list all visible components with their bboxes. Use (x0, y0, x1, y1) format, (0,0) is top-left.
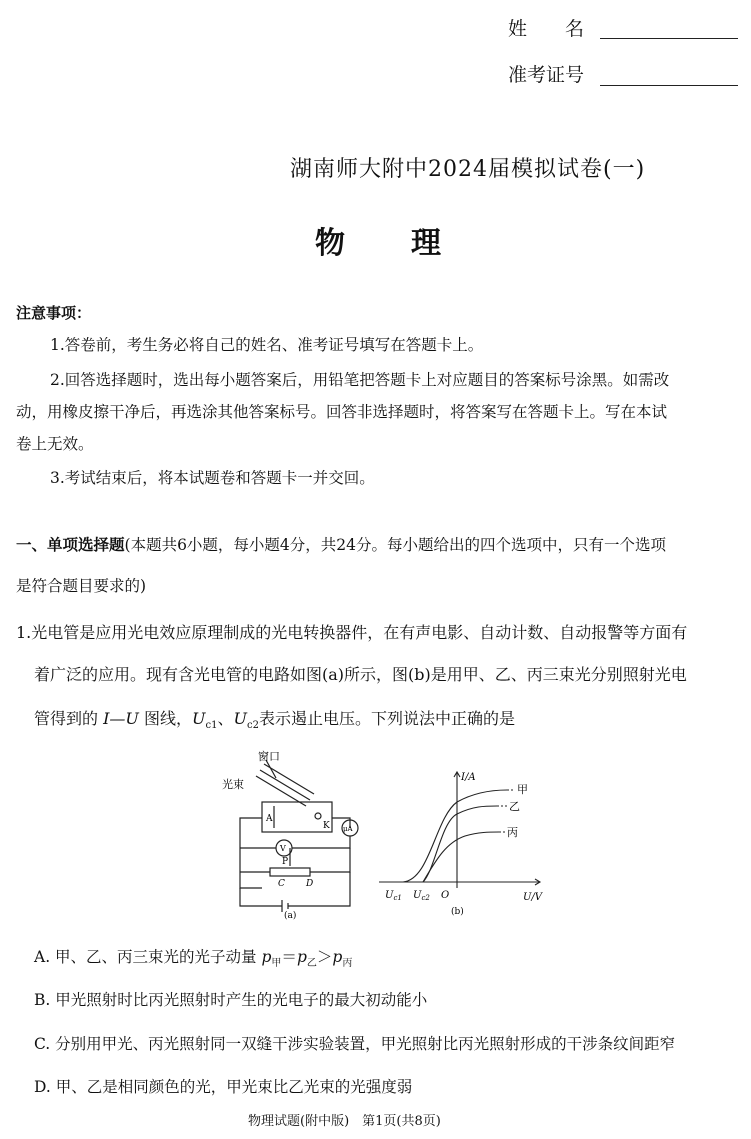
notice-item-1: 1.答卷前，考生务必将自己的姓名、准考证号填写在答题卡上。 (50, 336, 484, 354)
window-label: 窗口 (258, 750, 280, 763)
question-1-line-1: 1.光电管是应用光电效应原理制成的光电转换器件，在有声电影、自动计数、自动报警等方面有 (16, 623, 688, 642)
circuit-diagram (218, 748, 368, 920)
option-a: A. 甲、乙、丙三束光的光子动量 $p_甲=p_乙>p_丙$ (34, 948, 353, 970)
x-axis-label: U/V (523, 892, 543, 903)
origin-label: O (441, 890, 450, 901)
terminal-d-label: D (306, 879, 314, 889)
notice-item-2-end: 卷上无效。 (16, 435, 94, 453)
slider-label: P (282, 857, 289, 867)
light-beam-ray (264, 764, 314, 794)
microammeter-label: μA (343, 825, 353, 833)
figure-b-caption: (b) (451, 907, 464, 917)
option-c: C. 分别用甲光、丙光照射同一双缝干涉实验装置，甲光照射比丙光照射形成的干涉条纹间距窄 (34, 1035, 676, 1053)
exam-id-field-line (600, 85, 738, 86)
series-yi-label: 乙 (509, 800, 520, 813)
series-bing-label: 丙 (507, 826, 518, 839)
notice-item-2: 2.回答选择题时，选出每小题答案后，用铅笔把答题卡上对应题目的答案标号涂黑。如需改 (50, 371, 670, 389)
iu-graph (375, 760, 550, 920)
y-axis-label: I/A (461, 772, 476, 783)
name-field-line (600, 38, 738, 39)
section-label: 一、单项选择题 (16, 536, 125, 554)
section-desc: (本题共6小题，每小题4分，共24分。每小题给出的四个选项中，只有一个选项 (124, 536, 667, 554)
series-jia-label: 甲 (517, 783, 528, 796)
option-b: B. 甲光照射时比丙光照射时产生的光电子的最大初动能小 (34, 991, 428, 1009)
battery-wire-right (288, 872, 350, 906)
anode-label: A (266, 814, 273, 824)
circuit-wire-mid (240, 836, 350, 848)
question-1-line-2: 着广泛的应用。现有含光电管的电路如图(a)所示，图(b)是用甲、乙、丙三束光分别照射光电 (34, 665, 687, 684)
page-footer: 物理试题(附中版) 第1页(共8页) (248, 1114, 441, 1129)
question-1-line-3: 管得到的 I—U 图线，$U_{c1}$、$U_{c2}$表示遏止电压。下列说法中正确的是 (34, 709, 515, 732)
voltmeter-label: V (280, 844, 286, 853)
beam-label: 光束 (222, 778, 244, 791)
battery-wire-left (240, 888, 282, 906)
subject-title: 物 理 (315, 226, 443, 261)
section-header (16, 533, 666, 555)
exam-title: 湖南师大附中2024届模拟试卷(一) (290, 157, 646, 182)
iu-symbol: I—U (103, 709, 139, 728)
cathode-terminal (315, 813, 321, 819)
circuit-wire-left (240, 818, 262, 888)
section-desc-cont: 是符合题目要求的) (16, 577, 147, 595)
rheostat (270, 868, 310, 876)
notice-heading: 注意事项： (16, 304, 92, 322)
cathode-label: K (323, 821, 330, 831)
figure-a-caption: (a) (284, 911, 297, 920)
curve-jia (403, 790, 507, 882)
exam-id-label: 准考证号 (508, 64, 585, 86)
phototube (262, 802, 332, 832)
curve-yi (423, 806, 497, 882)
terminal-c-label: C (278, 879, 285, 889)
notice-item-3: 3.考试结束后，将本试题卷和答题卡一并交回。 (50, 469, 375, 487)
name-label: 姓 名 (508, 18, 585, 40)
rheostat-wire-right (310, 848, 350, 872)
option-d: D. 甲、乙是相同颜色的光，甲光束比乙光束的光强度弱 (34, 1078, 413, 1096)
light-beam-ray (260, 770, 310, 800)
notice-item-2-cont: 动，用橡皮擦干净后，再选涂其他答案标号。回答非选择题时，将答案写在答题卡上。写在本试 (16, 403, 668, 421)
uc1-tick: $U_{c1}$ (385, 890, 402, 902)
uc2-tick: $U_{c2}$ (413, 890, 430, 902)
